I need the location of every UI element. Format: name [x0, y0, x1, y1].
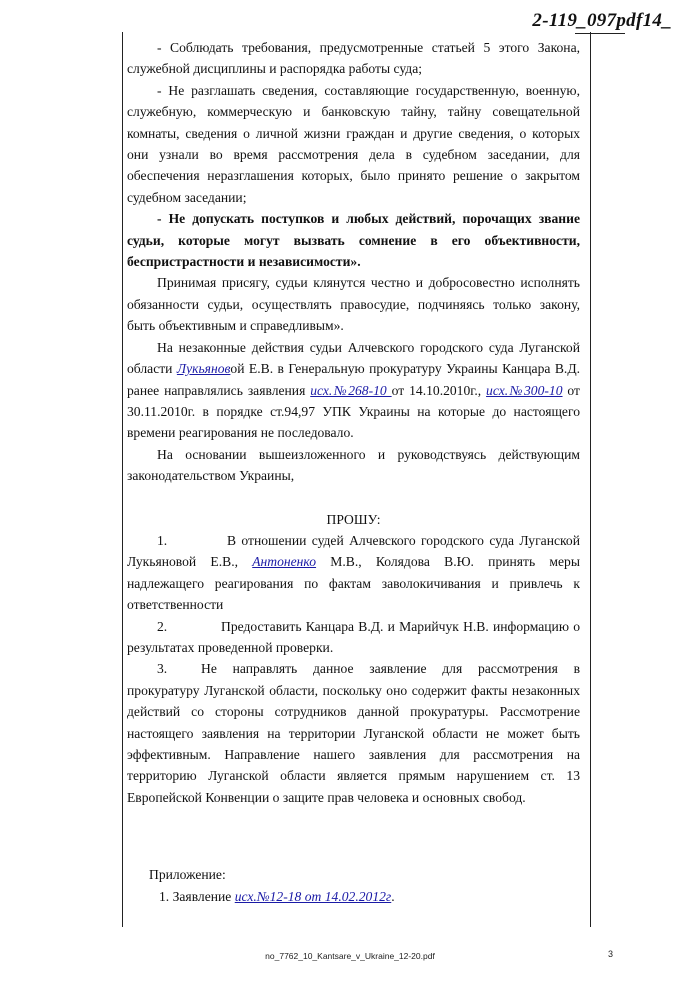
link-letter-300[interactable]: исх.№300-10: [486, 382, 563, 398]
item-2-number: 2.: [157, 618, 168, 634]
link-judge-name[interactable]: Лукьянов: [176, 361, 231, 377]
prior-complaints-text-a: На незаконные действия судьи Алчевского городского суда Луганской области: [127, 339, 580, 377]
attachment-item-prefix: 1. Заявление: [159, 888, 235, 904]
attachment-item: [127, 886, 580, 907]
item-1-number: 1.: [157, 532, 168, 548]
item-3-number: 3.: [157, 661, 168, 677]
paragraph-prior-complaints: [127, 337, 580, 444]
paragraph-basis: На основании вышеизложенного и руководствуясь действующим законодательством Украины,: [127, 446, 580, 484]
link-letter-268[interactable]: исх.№268-10: [310, 382, 392, 398]
request-item-1: [127, 530, 580, 616]
prior-complaints-text-d: от 30.11.2010г. в порядке ст.94,97 УПК Украины на которые до настоящего времени реагирования не последовало.: [127, 382, 580, 441]
request-item-3: [127, 658, 580, 808]
prior-complaints-text-b: ой Е.В. в Генеральную прокуратуру Украины Канцара В.Д. ранее направлялись заявления: [127, 361, 580, 398]
attachment-item-suffix: .: [391, 888, 395, 904]
right-margin-rule: [590, 32, 591, 927]
spacer: [127, 487, 580, 509]
attachment-label: Приложение:: [149, 867, 226, 883]
paragraph-duties-1: - Соблюдать требования, предусмотренные статьей 5 этого Закона, служебной дисциплины и распорядка работы суда;: [127, 40, 580, 77]
paragraph-duties-2: - Не разглашать сведения, составляющие государственную, военную, служебную, коммерческую и банковскую тайну, тайну совещательной комнаты, сведения о личной жизни граждан и другие сведения, о которых они узнали во время рассмотрения дела в судебном заседании, для обеспечения неразглашения которых, было принято решение о закрытом судебном заседании;: [127, 82, 580, 205]
item-1-text-a: В отношении судей Алчевского городского суда Луганской Лукьяновой Е.В.,: [127, 532, 580, 570]
request-title: ПРОШУ:: [326, 511, 381, 527]
link-attachment-letter[interactable]: исх.№12-18 от 14.02.2012г: [234, 888, 392, 904]
header-underline: [575, 33, 625, 34]
link-judge-antonenko[interactable]: Антоненко: [252, 554, 317, 570]
item-3-text: Не направлять данное заявление для рассмотрения в прокуратуру Луганской области, поскольку оно содержит факты незаконных действий со стороны сотрудников данной прокуратуры. Рассмотрение настоящего заявления на территории Луганской области не может быть эффективным. Направление нашего заявления для рассмотрения на территорию Луганской области является прямым нарушением ст. 13 Европейской Конвенции о защите прав человека и основных свобод.: [127, 661, 580, 805]
left-margin-rule: [122, 32, 123, 927]
prior-complaints-text-c: от 14.10.2010г.,: [391, 382, 487, 398]
document-body: [127, 37, 580, 907]
footer-filename: no_7762_10_Kantsare_v_Ukraine_12-20.pdf: [265, 951, 435, 961]
spacer: [127, 808, 580, 864]
request-item-2: [127, 616, 580, 659]
footer-page-number: 3: [608, 949, 614, 959]
paragraph-duties-3: - Не допускать поступков и любых действий, порочащих звание судьи, которые могут вызвать сомнение в его объективности, беспристрастности и независимости».: [127, 211, 580, 270]
paragraph-oath: Принимая присягу, судьи клянутся честно и добросовестно исполнять обязанности судьи, осуществлять правосудие, подчиняясь только закону, быть объективным и справедливым».: [127, 275, 580, 334]
document-id-header: 2-119_097pdf14_: [532, 10, 672, 31]
item-2-text: Предоставить Канцара В.Д. и Марийчук Н.В. информацию о результатах проведенной проверки.: [127, 618, 580, 655]
item-1-text-b: М.В., Колядова В.Ю. принять меры надлежащего реагирования по фактам заволокичивания и привлечь к ответственности: [127, 554, 580, 613]
